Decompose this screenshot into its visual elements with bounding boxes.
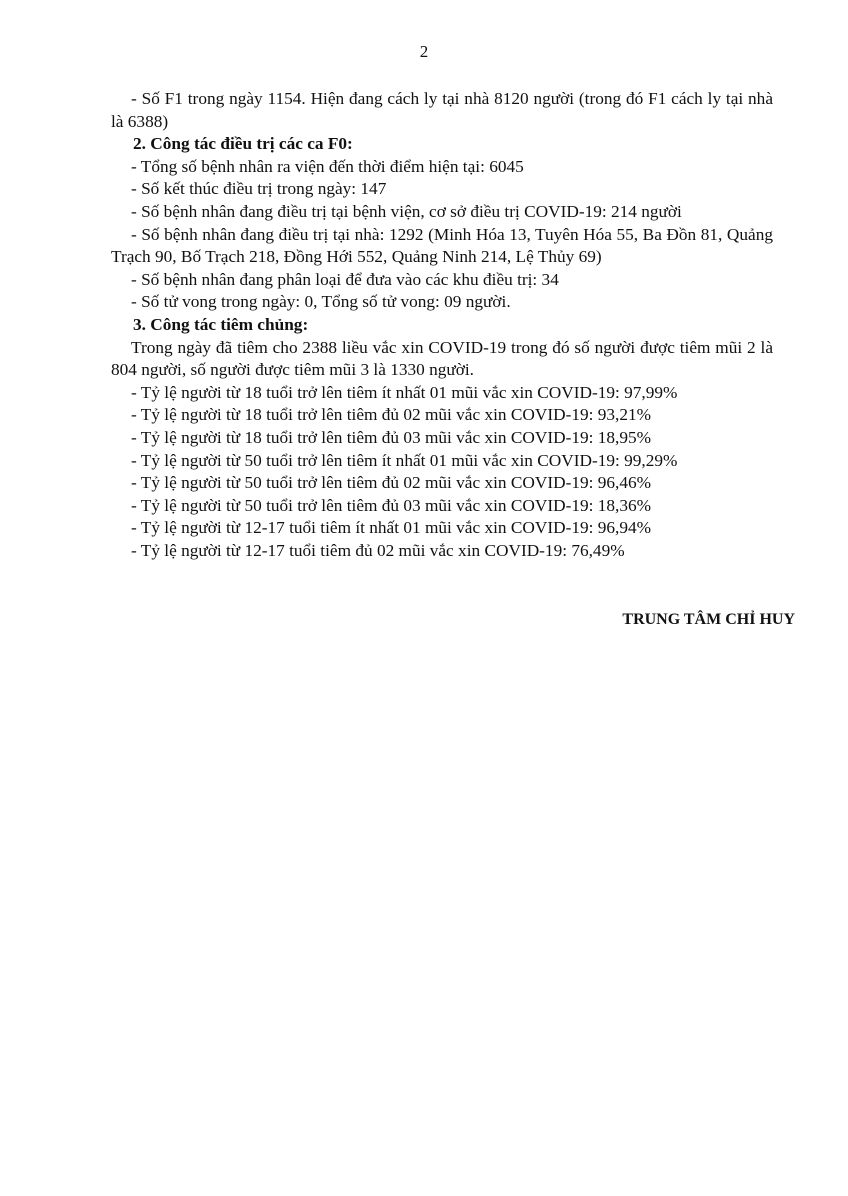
section-3-heading: 3. Công tác tiêm chủng: xyxy=(133,314,309,334)
page-number: 2 xyxy=(419,42,429,61)
vaccination-rate-item: - Tỷ lệ người từ 12-17 tuổi tiêm ít nhất 01 mũi vắc xin COVID-19: 96,94% xyxy=(131,518,652,538)
section-2-item-completed-treatment: - Số kết thúc điều trị trong ngày: 147 xyxy=(131,179,387,199)
section-2-item-deaths: - Số tử vong trong ngày: 0, Tổng số tử vong: 09 người. xyxy=(131,292,511,312)
vaccination-rate-item: - Tỷ lệ người từ 50 tuổi trở lên tiêm ít nhất 01 mũi vắc xin COVID-19: 99,29% xyxy=(131,450,678,470)
vaccination-rate-item: - Tỷ lệ người từ 18 tuổi trở lên tiêm đủ 02 mũi vắc xin COVID-19: 93,21% xyxy=(131,405,652,425)
document-body xyxy=(111,88,773,562)
vaccination-rate-item: - Tỷ lệ người từ 50 tuổi trở lên tiêm đủ 03 mũi vắc xin COVID-19: 18,36% xyxy=(131,495,652,515)
signature-block: TRUNG TÂM CHỈ HUY xyxy=(622,611,795,628)
vaccination-rate-item: - Tỷ lệ người từ 18 tuổi trở lên tiêm đủ 03 mũi vắc xin COVID-19: 18,95% xyxy=(131,427,652,447)
vaccination-rate-item: - Tỷ lệ người từ 12-17 tuổi tiêm đủ 02 mũi vắc xin COVID-19: 76,49% xyxy=(131,540,625,560)
section-2-item-home-treatment: - Số bệnh nhân đang điều trị tại nhà: 1292 (Minh Hóa 13, Tuyên Hóa 55, Ba Đồn 81, Quảng Trạch 90, Bố Trạch 218, Đồng Hới 552, Quảng Ninh 214, Lệ Thủy 69) xyxy=(111,224,773,267)
section-2-item-hospital-treatment: - Số bệnh nhân đang điều trị tại bệnh viện, cơ sở điều trị COVID-19: 214 người xyxy=(131,201,682,221)
f1-isolation-line: - Số F1 trong ngày 1154. Hiện đang cách ly tại nhà 8120 người (trong đó F1 cách ly tại nhà là 6388) xyxy=(111,89,773,131)
section-2-heading: 2. Công tác điều trị các ca F0: xyxy=(133,134,353,154)
section-2-item-classification: - Số bệnh nhân đang phân loại để đưa vào các khu điều trị: 34 xyxy=(131,269,559,289)
section-2-item-discharged: - Tổng số bệnh nhân ra viện đến thời điểm hiện tại: 6045 xyxy=(131,156,524,176)
vaccination-rate-item: - Tỷ lệ người từ 50 tuổi trở lên tiêm đủ 02 mũi vắc xin COVID-19: 96,46% xyxy=(131,473,652,493)
section-3-intro: Trong ngày đã tiêm cho 2388 liều vắc xin COVID-19 trong đó số người được tiêm mũi 2 là 804 người, số người được tiêm mũi 3 là 1330 người. xyxy=(111,337,773,380)
vaccination-rate-item: - Tỷ lệ người từ 18 tuổi trở lên tiêm ít nhất 01 mũi vắc xin COVID-19: 97,99% xyxy=(131,382,678,402)
